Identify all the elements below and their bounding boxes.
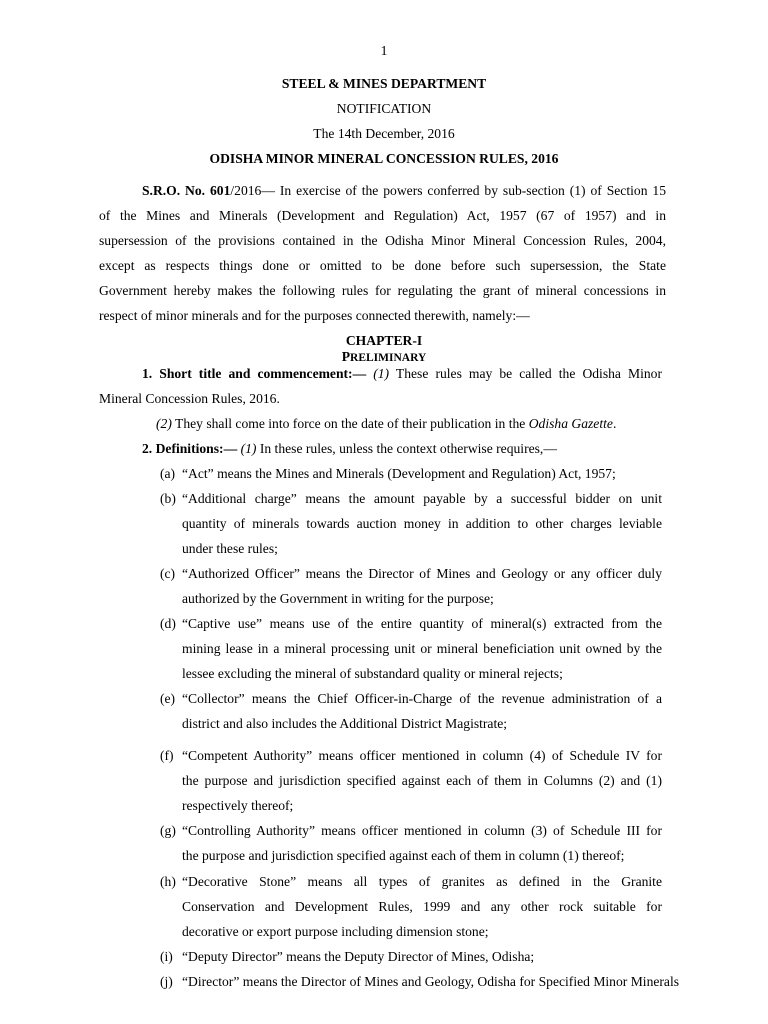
definition-label: (i) xyxy=(160,949,173,964)
chapter-subtitle: PRELIMINARY xyxy=(341,349,427,364)
definition-line: “Captive use” means use of the entire quantity of mineral(s) extracted from the xyxy=(182,616,662,631)
definition-line: Conservation and Development Rules, 1999 and any other rock suitable for xyxy=(182,899,662,914)
definition-line: the purpose and jurisdiction specified against each of them in Columns (2) and (1) xyxy=(182,773,662,788)
definition-line: respectively thereof; xyxy=(182,798,294,813)
preamble-line-3: supersession of the provisions contained in the Odisha Minor Mineral Concession Rules, 2004, xyxy=(99,233,666,248)
notification-date: The 14th December, 2016 xyxy=(313,126,455,141)
chapter-title: CHAPTER-I xyxy=(345,333,423,348)
definition-line: “Collector” means the Chief Officer-in-Charge of the revenue administration of a xyxy=(182,691,662,706)
definition-line: decorative or export purpose including dimension stone; xyxy=(182,924,489,939)
preamble-line-2: of the Mines and Minerals (Development and Regulation) Act, 1957 (67 of 1957) and in xyxy=(99,208,666,223)
definition-label: (g) xyxy=(160,823,176,838)
definition-label: (e) xyxy=(160,691,176,706)
definition-line: lessee excluding the mineral of substandard quality or mineral rejects; xyxy=(182,666,563,681)
preamble-line-5: Government hereby makes the following rules for regulating the grant of mineral concessions in xyxy=(99,283,666,298)
definition-label: (b) xyxy=(160,491,176,506)
definition-label: (d) xyxy=(160,616,176,631)
page-number: 1 xyxy=(380,43,388,58)
definition-line: “Act” means the Mines and Minerals (Development and Regulation) Act, 1957; xyxy=(182,466,616,481)
definition-line: “Deputy Director” means the Deputy Director of Mines, Odisha; xyxy=(182,949,535,964)
definition-line: mining lease in a mineral processing unit or mineral beneficiation unit owned by the xyxy=(182,641,662,656)
definition-line: “Director” means the Director of Mines and Geology, Odisha for Specified Minor Minerals xyxy=(182,974,680,989)
preamble-line-1: S.R.O. No. 601/2016— In exercise of the powers conferred by sub-section (1) of Section 15 xyxy=(142,183,666,198)
rule1-line-3: (2) They shall come into force on the date of their publication in the Odisha Gazette. xyxy=(156,416,617,431)
definition-line: “Competent Authority” means officer mentioned in column (4) of Schedule IV for xyxy=(182,748,662,763)
rule1-line-2: Mineral Concession Rules, 2016. xyxy=(99,391,280,406)
definition-line: quantity of minerals towards auction money in addition to other charges leviable xyxy=(182,516,662,531)
preamble-line-6: respect of minor minerals and for the purposes connected therewith, namely:— xyxy=(99,308,530,323)
sro-number: S.R.O. No. 601 xyxy=(142,183,231,198)
rule2-intro: 2. Definitions:— (1) In these rules, unless the context otherwise requires,— xyxy=(142,441,557,456)
notification-heading: NOTIFICATION xyxy=(336,101,432,116)
definition-line: district and also includes the Additional District Magistrate; xyxy=(182,716,508,731)
definition-line: authorized by the Government in writing for the purpose; xyxy=(182,591,494,606)
department-heading: STEEL & MINES DEPARTMENT xyxy=(281,76,487,91)
preamble-line-4: except as respects things done or omitted to be done before such supersession, the State xyxy=(99,258,666,273)
definition-label: (a) xyxy=(160,466,176,481)
definition-line: “Decorative Stone” means all types of granites as defined in the Granite xyxy=(182,874,662,889)
definition-label: (j) xyxy=(160,974,173,989)
rule1-line-1: 1. Short title and commencement:— (1) These rules may be called the Odisha Minor xyxy=(142,366,663,381)
odisha-gazette: Odisha Gazette xyxy=(528,416,613,431)
definition-line: “Authorized Officer” means the Director of Mines and Geology or any officer duly xyxy=(182,566,662,581)
definition-label: (f) xyxy=(160,748,174,763)
rule2-heading: 2. Definitions:— xyxy=(142,441,238,456)
definition-line: the purpose and jurisdiction specified against each of them in column (1) thereof; xyxy=(182,848,625,863)
definition-line: “Controlling Authority” means officer mentioned in column (3) of Schedule III for xyxy=(182,823,662,838)
rule1-heading: 1. Short title and commencement:— xyxy=(142,366,367,381)
rules-title: ODISHA MINOR MINERAL CONCESSION RULES, 2016 xyxy=(209,151,559,166)
definition-label: (h) xyxy=(160,874,176,889)
definition-line: under these rules; xyxy=(182,541,278,556)
definition-line: “Additional charge” means the amount payable by a successful bidder on unit xyxy=(182,491,662,506)
definition-label: (c) xyxy=(160,566,176,581)
